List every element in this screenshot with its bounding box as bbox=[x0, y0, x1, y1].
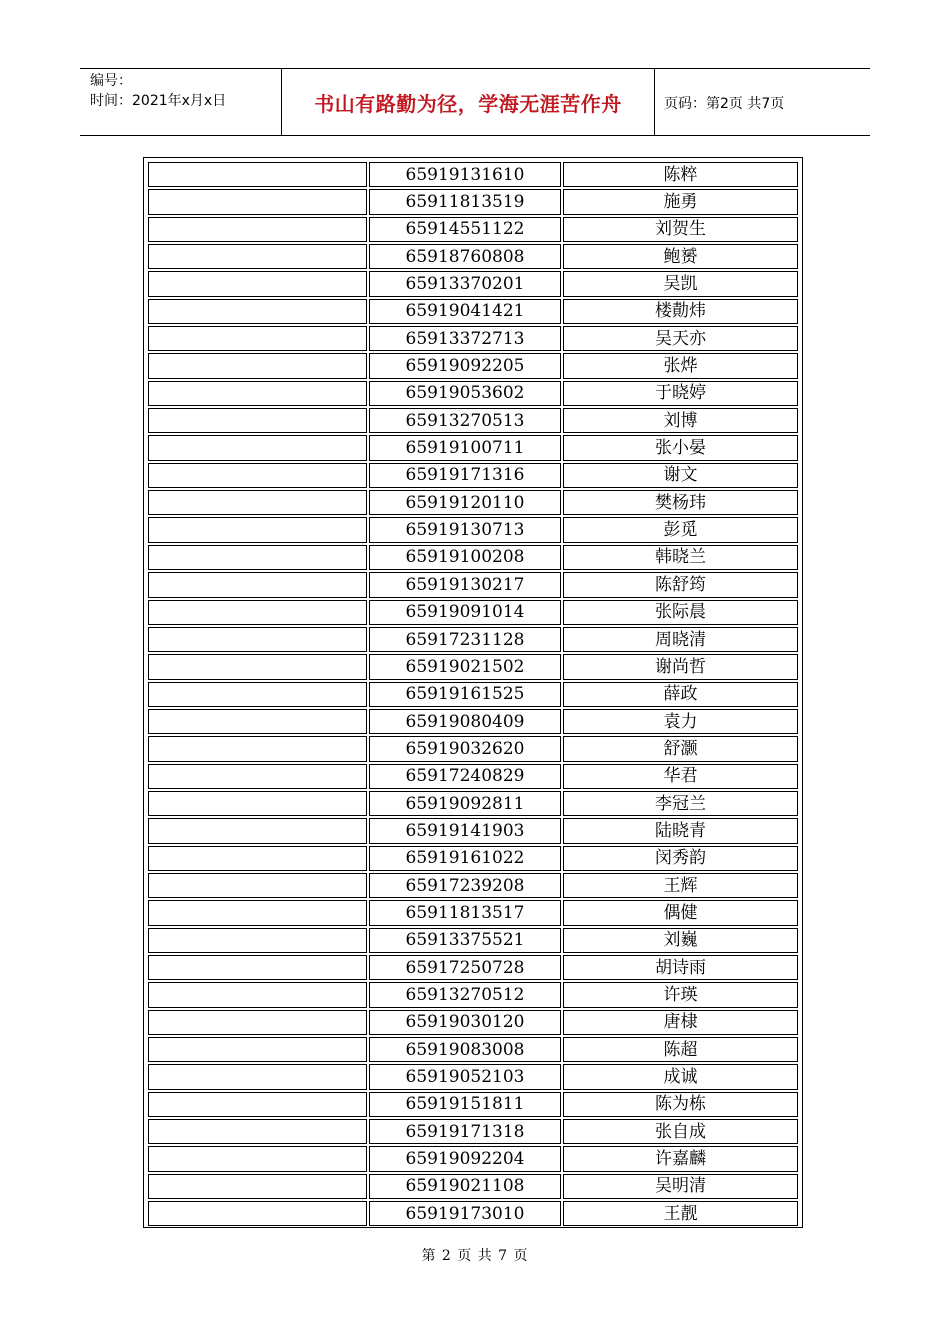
student-name-cell: 许嘉麟 bbox=[563, 1146, 798, 1171]
table-row bbox=[148, 189, 798, 214]
student-id-cell: 65913370201 bbox=[369, 271, 561, 296]
student-id-cell: 65919092204 bbox=[369, 1146, 561, 1171]
blank-cell bbox=[148, 326, 367, 351]
student-id-cell: 65911813519 bbox=[369, 189, 561, 214]
student-name-cell: 李冠兰 bbox=[563, 791, 798, 816]
blank-cell bbox=[148, 1064, 367, 1089]
student-id-cell: 65919171316 bbox=[369, 463, 561, 488]
student-name-cell: 周晓清 bbox=[563, 627, 798, 652]
roster-table bbox=[146, 160, 800, 1228]
page-header bbox=[80, 68, 870, 136]
student-name-cell: 胡诗雨 bbox=[563, 955, 798, 980]
student-id-cell: 65913372713 bbox=[369, 326, 561, 351]
blank-cell bbox=[148, 463, 367, 488]
table-row bbox=[148, 572, 798, 597]
student-name-cell: 偶健 bbox=[563, 900, 798, 925]
table-row bbox=[148, 1064, 798, 1089]
student-name-cell: 唐棣 bbox=[563, 1010, 798, 1035]
table-row bbox=[148, 353, 798, 378]
student-id-cell: 65919141903 bbox=[369, 818, 561, 843]
table-row bbox=[148, 381, 798, 406]
table-row bbox=[148, 463, 798, 488]
table-row bbox=[148, 545, 798, 570]
student-name-cell: 张小晏 bbox=[563, 435, 798, 460]
table-row bbox=[148, 271, 798, 296]
student-id-cell: 65918760808 bbox=[369, 244, 561, 269]
table-row bbox=[148, 1174, 798, 1199]
student-id-cell: 65919080409 bbox=[369, 709, 561, 734]
blank-cell bbox=[148, 955, 367, 980]
student-name-cell: 舒灏 bbox=[563, 736, 798, 761]
blank-cell bbox=[148, 900, 367, 925]
table-row bbox=[148, 873, 798, 898]
blank-cell bbox=[148, 654, 367, 679]
table-row bbox=[148, 326, 798, 351]
table-row bbox=[148, 818, 798, 843]
blank-cell bbox=[148, 244, 367, 269]
blank-cell bbox=[148, 189, 367, 214]
table-row bbox=[148, 654, 798, 679]
blank-cell bbox=[148, 818, 367, 843]
table-row bbox=[148, 1146, 798, 1171]
page-footer: 第 2 页 共 7 页 bbox=[421, 1248, 529, 1264]
table-row bbox=[148, 600, 798, 625]
student-name-cell: 陈粹 bbox=[563, 162, 798, 187]
roster-table-body bbox=[148, 162, 798, 1226]
student-id-cell: 65913375521 bbox=[369, 928, 561, 953]
student-id-cell: 65919171318 bbox=[369, 1119, 561, 1144]
student-id-cell: 65919100208 bbox=[369, 545, 561, 570]
table-row bbox=[148, 517, 798, 542]
student-name-cell: 谢尚哲 bbox=[563, 654, 798, 679]
table-row bbox=[148, 1119, 798, 1144]
student-name-cell: 薛政 bbox=[563, 682, 798, 707]
student-name-cell: 张烨 bbox=[563, 353, 798, 378]
student-id-cell: 65917240829 bbox=[369, 764, 561, 789]
student-name-cell: 施勇 bbox=[563, 189, 798, 214]
student-name-cell: 王靓 bbox=[563, 1201, 798, 1226]
student-id-cell: 65919052103 bbox=[369, 1064, 561, 1089]
blank-cell bbox=[148, 271, 367, 296]
blank-cell bbox=[148, 381, 367, 406]
student-id-cell: 65917231128 bbox=[369, 627, 561, 652]
table-row bbox=[148, 846, 798, 871]
student-id-cell: 65913270513 bbox=[369, 408, 561, 433]
student-id-cell: 65917250728 bbox=[369, 955, 561, 980]
table-row bbox=[148, 217, 798, 242]
header-divider bbox=[654, 69, 655, 135]
blank-cell bbox=[148, 490, 367, 515]
blank-cell bbox=[148, 408, 367, 433]
student-name-cell: 鲍赟 bbox=[563, 244, 798, 269]
blank-cell bbox=[148, 873, 367, 898]
student-name-cell: 许瑛 bbox=[563, 982, 798, 1007]
table-row bbox=[148, 627, 798, 652]
table-row bbox=[148, 791, 798, 816]
table-row bbox=[148, 764, 798, 789]
blank-cell bbox=[148, 1037, 367, 1062]
student-name-cell: 陈舒筠 bbox=[563, 572, 798, 597]
table-row bbox=[148, 1037, 798, 1062]
student-name-cell: 闵秀韵 bbox=[563, 846, 798, 871]
blank-cell bbox=[148, 162, 367, 187]
student-name-cell: 韩晓兰 bbox=[563, 545, 798, 570]
table-row bbox=[148, 736, 798, 761]
student-name-cell: 张自成 bbox=[563, 1119, 798, 1144]
blank-cell bbox=[148, 982, 367, 1007]
blank-cell bbox=[148, 217, 367, 242]
student-name-cell: 刘博 bbox=[563, 408, 798, 433]
table-row bbox=[148, 682, 798, 707]
table-row bbox=[148, 162, 798, 187]
student-name-cell: 彭觅 bbox=[563, 517, 798, 542]
student-name-cell: 华君 bbox=[563, 764, 798, 789]
student-id-cell: 65914551122 bbox=[369, 217, 561, 242]
header-page-info: 页码：第2页 共7页 bbox=[664, 96, 785, 112]
table-row bbox=[148, 408, 798, 433]
table-row bbox=[148, 1201, 798, 1226]
student-name-cell: 王辉 bbox=[563, 873, 798, 898]
student-id-cell: 65913270512 bbox=[369, 982, 561, 1007]
student-id-cell: 65919053602 bbox=[369, 381, 561, 406]
student-name-cell: 楼勣炜 bbox=[563, 299, 798, 324]
table-row bbox=[148, 900, 798, 925]
blank-cell bbox=[148, 299, 367, 324]
blank-cell bbox=[148, 572, 367, 597]
blank-cell bbox=[148, 545, 367, 570]
student-id-cell: 65919161525 bbox=[369, 682, 561, 707]
table-row bbox=[148, 709, 798, 734]
blank-cell bbox=[148, 1119, 367, 1144]
student-name-cell: 刘巍 bbox=[563, 928, 798, 953]
student-name-cell: 张际晨 bbox=[563, 600, 798, 625]
student-id-cell: 65919030120 bbox=[369, 1010, 561, 1035]
blank-cell bbox=[148, 791, 367, 816]
blank-cell bbox=[148, 1174, 367, 1199]
student-id-cell: 65919092205 bbox=[369, 353, 561, 378]
blank-cell bbox=[148, 517, 367, 542]
student-id-cell: 65919032620 bbox=[369, 736, 561, 761]
document-number-label: 编号： bbox=[90, 73, 132, 89]
student-id-cell: 65919100711 bbox=[369, 435, 561, 460]
table-row bbox=[148, 955, 798, 980]
student-id-cell: 65919130217 bbox=[369, 572, 561, 597]
blank-cell bbox=[148, 736, 367, 761]
table-row bbox=[148, 299, 798, 324]
table-row bbox=[148, 928, 798, 953]
table-row bbox=[148, 1010, 798, 1035]
blank-cell bbox=[148, 682, 367, 707]
student-name-cell: 陈超 bbox=[563, 1037, 798, 1062]
blank-cell bbox=[148, 764, 367, 789]
student-id-cell: 65919131610 bbox=[369, 162, 561, 187]
table-row bbox=[148, 244, 798, 269]
blank-cell bbox=[148, 1146, 367, 1171]
student-id-cell: 65911813517 bbox=[369, 900, 561, 925]
student-name-cell: 刘贺生 bbox=[563, 217, 798, 242]
student-name-cell: 谢文 bbox=[563, 463, 798, 488]
blank-cell bbox=[148, 846, 367, 871]
student-id-cell: 65919130713 bbox=[369, 517, 561, 542]
student-name-cell: 陈为栋 bbox=[563, 1092, 798, 1117]
blank-cell bbox=[148, 1201, 367, 1226]
student-id-cell: 65919083008 bbox=[369, 1037, 561, 1062]
blank-cell bbox=[148, 627, 367, 652]
student-id-cell: 65917239208 bbox=[369, 873, 561, 898]
blank-cell bbox=[148, 353, 367, 378]
student-name-cell: 樊杨玮 bbox=[563, 490, 798, 515]
student-name-cell: 于晓婷 bbox=[563, 381, 798, 406]
student-id-cell: 65919092811 bbox=[369, 791, 561, 816]
student-id-cell: 65919151811 bbox=[369, 1092, 561, 1117]
blank-cell bbox=[148, 1010, 367, 1035]
blank-cell bbox=[148, 600, 367, 625]
student-id-cell: 65919021108 bbox=[369, 1174, 561, 1199]
student-name-cell: 陆晓青 bbox=[563, 818, 798, 843]
student-id-cell: 65919091014 bbox=[369, 600, 561, 625]
student-id-cell: 65919041421 bbox=[369, 299, 561, 324]
table-row bbox=[148, 435, 798, 460]
blank-cell bbox=[148, 709, 367, 734]
blank-cell bbox=[148, 928, 367, 953]
table-row bbox=[148, 982, 798, 1007]
student-id-cell: 65919173010 bbox=[369, 1201, 561, 1226]
student-name-cell: 吴明清 bbox=[563, 1174, 798, 1199]
table-row bbox=[148, 490, 798, 515]
student-name-cell: 成诚 bbox=[563, 1064, 798, 1089]
blank-cell bbox=[148, 435, 367, 460]
roster-table-frame bbox=[143, 157, 803, 1228]
header-motto: 书山有路勤为径，学海无涯苦作舟 bbox=[314, 92, 622, 116]
student-id-cell: 65919161022 bbox=[369, 846, 561, 871]
document-time-label: 时间：2021年x月x日 bbox=[90, 93, 227, 109]
blank-cell bbox=[148, 1092, 367, 1117]
student-id-cell: 65919120110 bbox=[369, 490, 561, 515]
header-meta bbox=[90, 71, 226, 111]
student-name-cell: 袁力 bbox=[563, 709, 798, 734]
student-name-cell: 吴凯 bbox=[563, 271, 798, 296]
student-id-cell: 65919021502 bbox=[369, 654, 561, 679]
table-row bbox=[148, 1092, 798, 1117]
student-name-cell: 吴天亦 bbox=[563, 326, 798, 351]
